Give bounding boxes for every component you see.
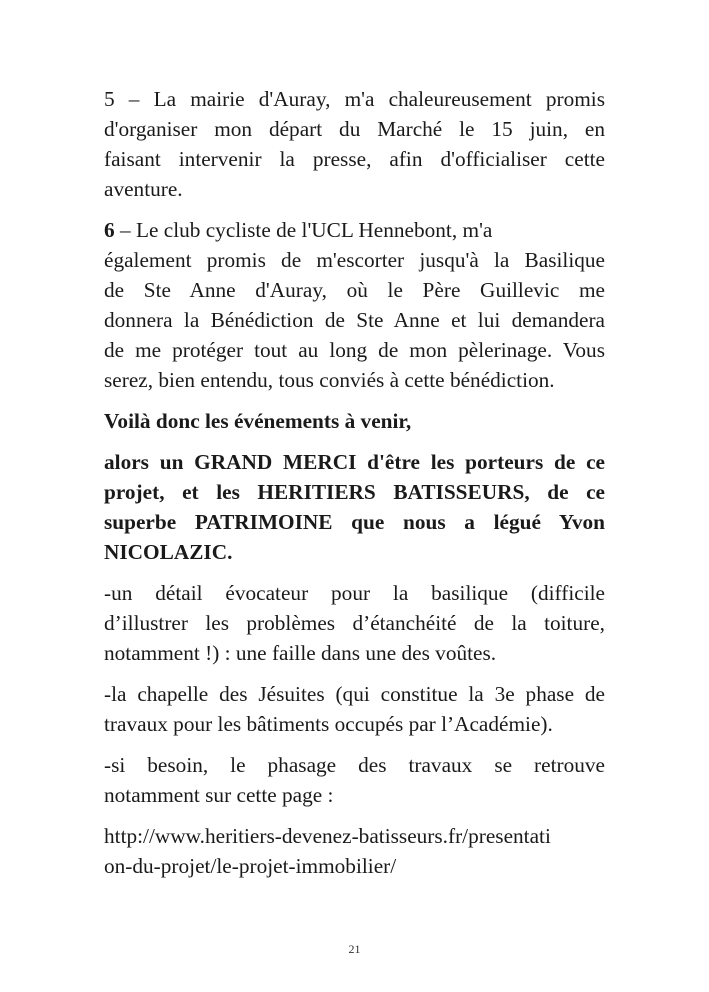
text-line: notamment sur cette page :: [104, 783, 334, 807]
paragraph-mairie: [104, 84, 605, 204]
text-line: d’illustrer les problèmes d’étanchéité de la toiture,: [104, 611, 605, 635]
text-line: -un détail évocateur pour la basilique (difficile: [104, 581, 605, 605]
text-line: notamment !) : une faille dans une des voûtes.: [104, 641, 497, 665]
paragraph-voila: [104, 406, 605, 436]
text-line: Voilà donc les événements à venir,: [104, 409, 412, 433]
text-line: 5 – La mairie d'Auray, m'a chaleureusement promis: [104, 87, 605, 111]
text-line: -la chapelle des Jésuites (qui constitue la 3e phase de: [104, 682, 605, 706]
text-line: NICOLAZIC.: [104, 540, 233, 564]
paragraph-club-cycliste: [104, 215, 605, 395]
url-line: on-du-projet/le-projet-immobilier/: [104, 854, 397, 878]
text-line: d'organiser mon départ du Marché le 15 juin, en: [104, 117, 605, 141]
text-line: -si besoin, le phasage des travaux se retrouve: [104, 753, 605, 777]
text-line: donnera la Bénédiction de Ste Anne et lui demandera: [104, 308, 605, 332]
paragraph-number: 6: [104, 218, 115, 242]
text-line: faisant intervenir la presse, afin d'officialiser cette: [104, 147, 605, 171]
text-line: alors un GRAND MERCI d'être les porteurs de ce: [104, 450, 605, 474]
page-number: 21: [348, 942, 361, 956]
text-line: de me protéger tout au long de mon pèlerinage. Vous: [104, 338, 605, 362]
text-line-with-number: [104, 215, 605, 245]
text-line: travaux pour les bâtiments occupés par l’Académie).: [104, 712, 553, 736]
text-line: – Le club cycliste de l'UCL Hennebont, m'a: [114, 218, 493, 242]
text-line: également promis de m'escorter jusqu'à la Basilique: [104, 248, 605, 272]
paragraph-chapelle: [104, 679, 605, 739]
text-line: aventure.: [104, 177, 183, 201]
text-line: projet, et les HERITIERS BATISSEURS, de ce: [104, 480, 605, 504]
text-line: superbe PATRIMOINE que nous a légué Yvon: [104, 510, 605, 534]
url-line: http://www.heritiers-devenez-batisseurs.fr/presentati: [104, 824, 551, 848]
paragraph-phasage: [104, 750, 605, 810]
paragraph-url: [104, 821, 605, 881]
paragraph-grand-merci: [104, 447, 605, 567]
document-page: [104, 84, 605, 892]
text-line: de Ste Anne d'Auray, où le Père Guillevic me: [104, 278, 605, 302]
paragraph-detail-basilique: [104, 578, 605, 668]
text-line: serez, bien entendu, tous conviés à cette bénédiction.: [104, 368, 555, 392]
